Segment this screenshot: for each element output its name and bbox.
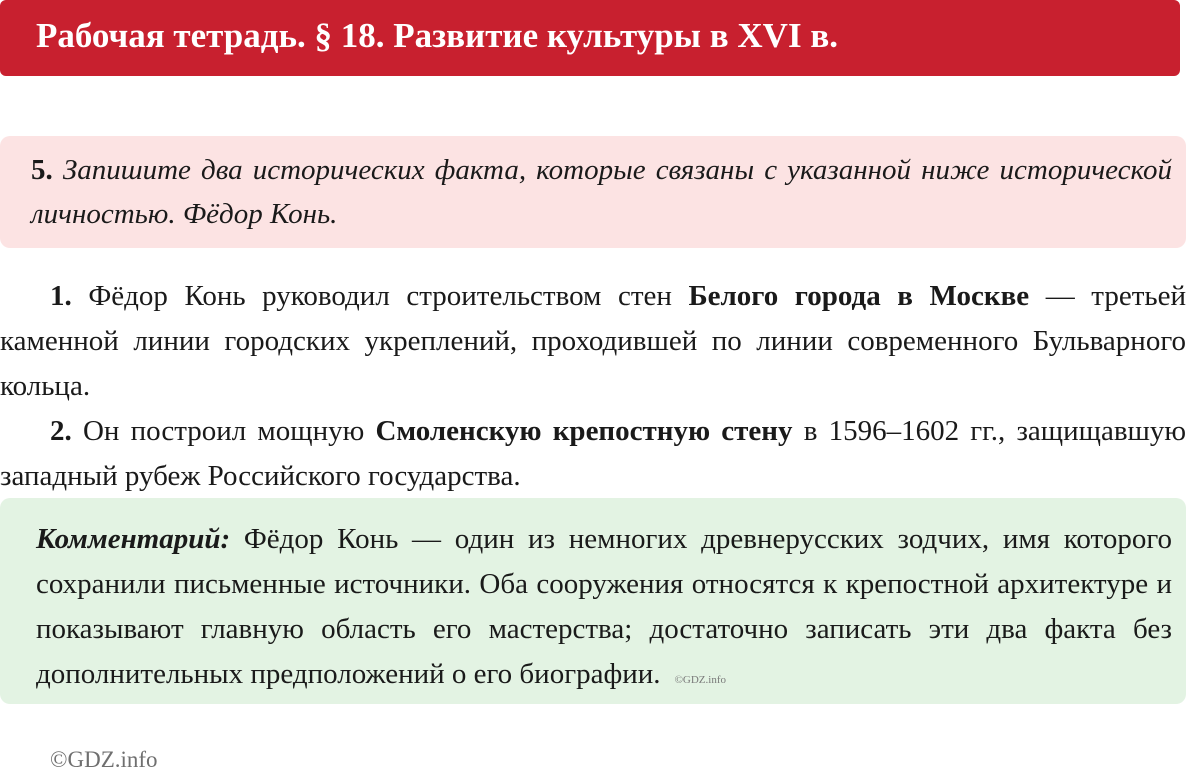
- page-header: [0, 0, 1180, 76]
- answer-item-2: [0, 409, 1186, 499]
- comment-box: [0, 498, 1186, 704]
- comment-text: Фёдор Конь — один из немногих древнерусских зодчих, имя которого сохранили письменные источники. Оба сооружения относятся к крепостной архитектуре и показывают главную область его мастерства; достаточно записать эти два факта без дополнительных предположений о его биографии.: [36, 523, 1172, 690]
- answer-highlight: Белого города в Москве: [688, 280, 1030, 312]
- footer-watermark: ©GDZ.info: [50, 747, 158, 772]
- task-box: [0, 136, 1186, 248]
- answer-highlight: Смоленскую крепостную стену: [375, 415, 793, 447]
- page-title: Рабочая тетрадь. § 18. Развитие культуры в XVI в.: [36, 16, 838, 55]
- answer-number: 2.: [50, 415, 72, 447]
- task-number: 5.: [31, 154, 53, 186]
- answer-text: в 1596–1602 гг., защищавшую западный рубеж Российского государства.: [0, 415, 1186, 492]
- inline-watermark: ©GDZ.info: [674, 674, 726, 686]
- answer-text: Фёдор Конь руководил строительством стен: [88, 280, 689, 312]
- comment-label: Комментарий:: [36, 523, 231, 555]
- task-question: Запишите два исторических факта, которые связаны с указанной ниже исторической личностью. Фёдор Конь.: [31, 154, 1173, 230]
- answer-text: Он построил мощную: [82, 415, 376, 447]
- answer-text: — третьей каменной линии городских укреплений, проходившей по линии современного Бульварного кольца.: [0, 280, 1186, 402]
- answer-number: 1.: [50, 280, 72, 312]
- answer-item-1: [0, 274, 1186, 409]
- answers-block: [0, 274, 1186, 499]
